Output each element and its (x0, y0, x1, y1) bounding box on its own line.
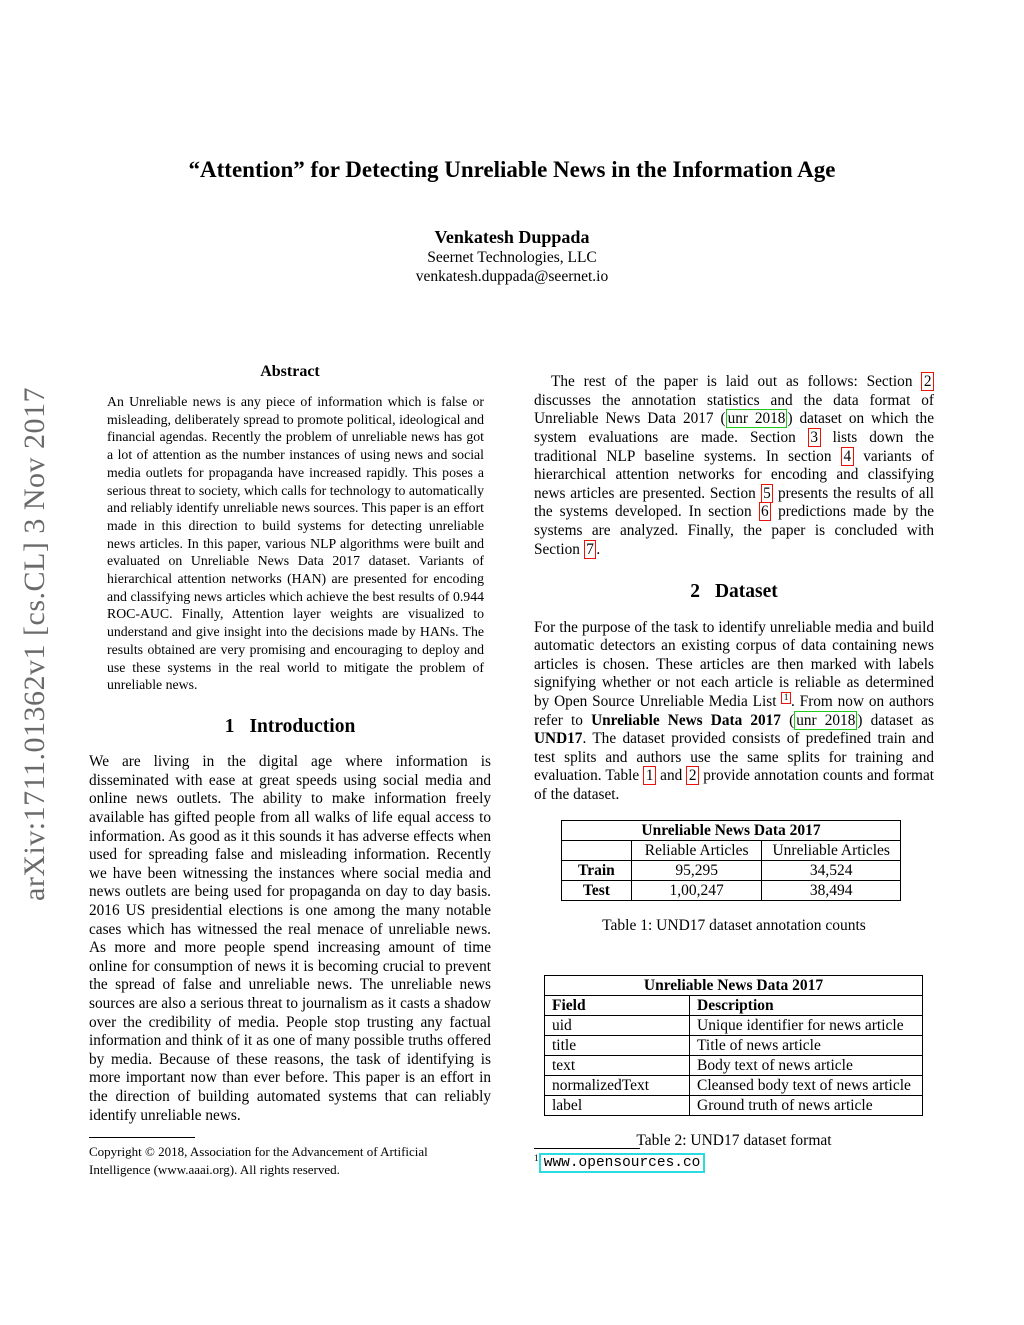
text-run: ) dataset on which the system evaluations are made. Section (534, 410, 934, 447)
table-row (562, 860, 901, 880)
section-2-heading (534, 581, 934, 603)
author-name: Venkatesh Duppada (434, 227, 590, 247)
citation-link[interactable]: unr 2018 (796, 711, 856, 729)
table-row (545, 1075, 923, 1095)
table2-column-header: Description (690, 995, 923, 1015)
left-column (89, 360, 491, 1140)
url-footnote (534, 1148, 934, 1171)
author-email: venkatesh.duppada@seernet.io (415, 268, 609, 285)
text-run: The rest of the paper is laid out as follows: Section (551, 373, 922, 391)
data-cell: 95,295 (631, 860, 762, 880)
text-run: variants of hierarchical attention networks for encoding and classifying news articles are presented. Section (534, 447, 934, 502)
text-run: lists down the traditional NLP baseline systems. In section (534, 429, 934, 465)
text-run: and (656, 767, 687, 785)
table1-corner-cell (562, 840, 632, 860)
footnote-ref-link[interactable]: 1 (781, 692, 791, 704)
text-run: For the purpose of the task to identify unreliable media and build automatic detectors an existing corpus of data containing news articles is chosen. These articles are then marked with labels signifying whether or not each article is reliable as determined by Open Source Unreliable Media List (534, 618, 934, 710)
text-run: provide annotation counts and format of the dataset. (534, 767, 934, 803)
field-cell: text (545, 1055, 690, 1075)
bold-text: Unreliable News Data 2017 (591, 711, 781, 729)
section-ref-link[interactable]: 2 (686, 766, 699, 785)
text-run: . From now on authors refer to (534, 692, 934, 729)
description-cell: Unique identifier for news article (690, 1015, 923, 1035)
table-row (545, 1095, 923, 1115)
text-run: . The dataset provided consists of predefined train and test splits and authors use the same splits for training and evaluation. Table (534, 730, 934, 785)
field-cell: label (545, 1095, 690, 1115)
section-ref-link[interactable]: 3 (808, 428, 821, 447)
text-run: discusses the annotation statistics and the data format of Unreliable News Data 2017 ( (534, 391, 934, 428)
data-cell: 34,524 (762, 860, 901, 880)
text-run: ( (780, 711, 795, 729)
paper-outline-paragraph (534, 373, 934, 559)
table1-title: Unreliable News Data 2017 (562, 820, 901, 840)
table-row (562, 880, 901, 900)
table1-column-header: Unreliable Articles (762, 840, 901, 860)
section-ref-link[interactable]: 4 (841, 447, 854, 466)
text-run: presents the results of all the systems developed. In section (534, 484, 934, 521)
table-row (545, 1015, 923, 1035)
data-cell: 1,00,247 (631, 880, 762, 900)
table1-row-header: Test (562, 880, 632, 900)
table-row (545, 1035, 923, 1055)
text-run: ) dataset as (857, 711, 934, 729)
right-column (534, 358, 934, 1150)
abstract-text: An Unreliable news is any piece of information which is false or misleading, deliberately spread to promote political, ideological and financial agendas. Recently the problem of unreliable news has got a lot of attention as the number instances of using news and social media outlets for propaganda have increased rapidly. This poses a serious threat to society, which calls for technology to automatically and reliably identify unreliable news sources. This paper is an effort made in this direction to build systems for detecting unreliable news articles. In this paper, various NLP algorithms were built and evaluated on Unreliable News Data 2017 dataset. Variants of hierarchical attention networks (HAN) are presented for encoding and classifying news articles which achieve the best results of 0.944 ROC-AUC. Finally, Attention layer weights are visualized to understand and give insight into the decisions made by HANs. The results obtained are very promising and encouraging to deploy and use these systems in the real world to mitigate the problem of unreliable news. (107, 394, 484, 693)
table2-dataset-format (544, 975, 923, 1116)
table1-annotation-counts (561, 820, 901, 901)
abstract-heading: Abstract (260, 363, 320, 380)
author-affiliation: Seernet Technologies, LLC (427, 249, 597, 266)
table2-column-header: Field (545, 995, 690, 1015)
text-run: . (596, 540, 601, 558)
table1-column-header: Reliable Articles (631, 840, 762, 860)
description-cell: Title of news article (690, 1035, 923, 1055)
opensources-link[interactable]: www.opensources.co (539, 1153, 706, 1173)
section-1-heading (89, 716, 491, 738)
section-ref-link[interactable]: 5 (761, 484, 774, 503)
introduction-text: We are living in the digital age where information is disseminated with ease at great speeds using social media and online news outlets. The ability to make information freely available has gifted people from all walks of life equal access to information. As good as it this sounds it has adverse effects when used for spreading false and misleading information. Recently we have been witnessing the instances where social media and news outlets are being used for propaganda on day to day basis. 2016 US presidential elections is one among the many notable cases which has witnessed the real menace of unreliable news. As more and more people spend increasing amount of time online for consumption of news it is becoming crucial to prevent the spread of false and unreliable news. The unreliable news sources are also a serious threat to journalism as it casts a shadow over the credibility of media. People stop trusting any factual information and think of it as one of many possible truths offered by media. Because of these reasons, the task of identifying is more important now than ever before. This paper is an effort in the direction of building automated systems that can reliably identify unreliable news. (89, 753, 491, 1124)
citation-link[interactable]: unr 2018 (727, 410, 786, 428)
section-1-number: 1 (224, 715, 235, 737)
footnote-rule (89, 1137, 195, 1138)
footnote-rule (534, 1148, 640, 1149)
description-cell: Body text of news article (690, 1055, 923, 1075)
arxiv-stamp: arXiv:1711.01362v1 [cs.CL] 3 Nov 2017 (18, 387, 51, 902)
field-cell: normalizedText (545, 1075, 690, 1095)
table1-row-header: Train (562, 860, 632, 880)
copyright-text: Copyright © 2018, Association for the Advancement of Artificial Intelligence (www.aaai.org). All rights reserved. (89, 1144, 428, 1177)
dataset-paragraph (534, 619, 934, 805)
section-ref-link[interactable]: 2 (921, 372, 934, 391)
section-ref-link[interactable]: 1 (643, 766, 656, 785)
bold-text: UND17 (534, 730, 583, 748)
paper-title: “Attention” for Detecting Unreliable News in the Information Age (188, 157, 836, 182)
table1-caption: Table 1: UND17 dataset annotation counts (602, 916, 866, 934)
table-row (545, 1055, 923, 1075)
footnote-marker: 1 (534, 1154, 539, 1164)
section-ref-link[interactable]: 6 (759, 502, 772, 521)
field-cell: uid (545, 1015, 690, 1035)
section-ref-link[interactable]: 7 (584, 540, 597, 559)
data-cell: 38,494 (762, 880, 901, 900)
description-cell: Cleansed body text of news article (690, 1075, 923, 1095)
table2-title: Unreliable News Data 2017 (545, 975, 923, 995)
copyright-footnote (89, 1137, 491, 1178)
table2-caption: Table 2: UND17 dataset format (636, 1131, 832, 1149)
section-2-title: Dataset (714, 581, 778, 603)
author-block (0, 227, 1024, 286)
section-1-title: Introduction (249, 715, 356, 737)
section-2-number: 2 (690, 581, 700, 603)
text-run: predictions made by the systems are analyzed. Finally, the paper is concluded with Section (534, 503, 934, 558)
description-cell: Ground truth of news article (690, 1095, 923, 1115)
field-cell: title (545, 1035, 690, 1055)
